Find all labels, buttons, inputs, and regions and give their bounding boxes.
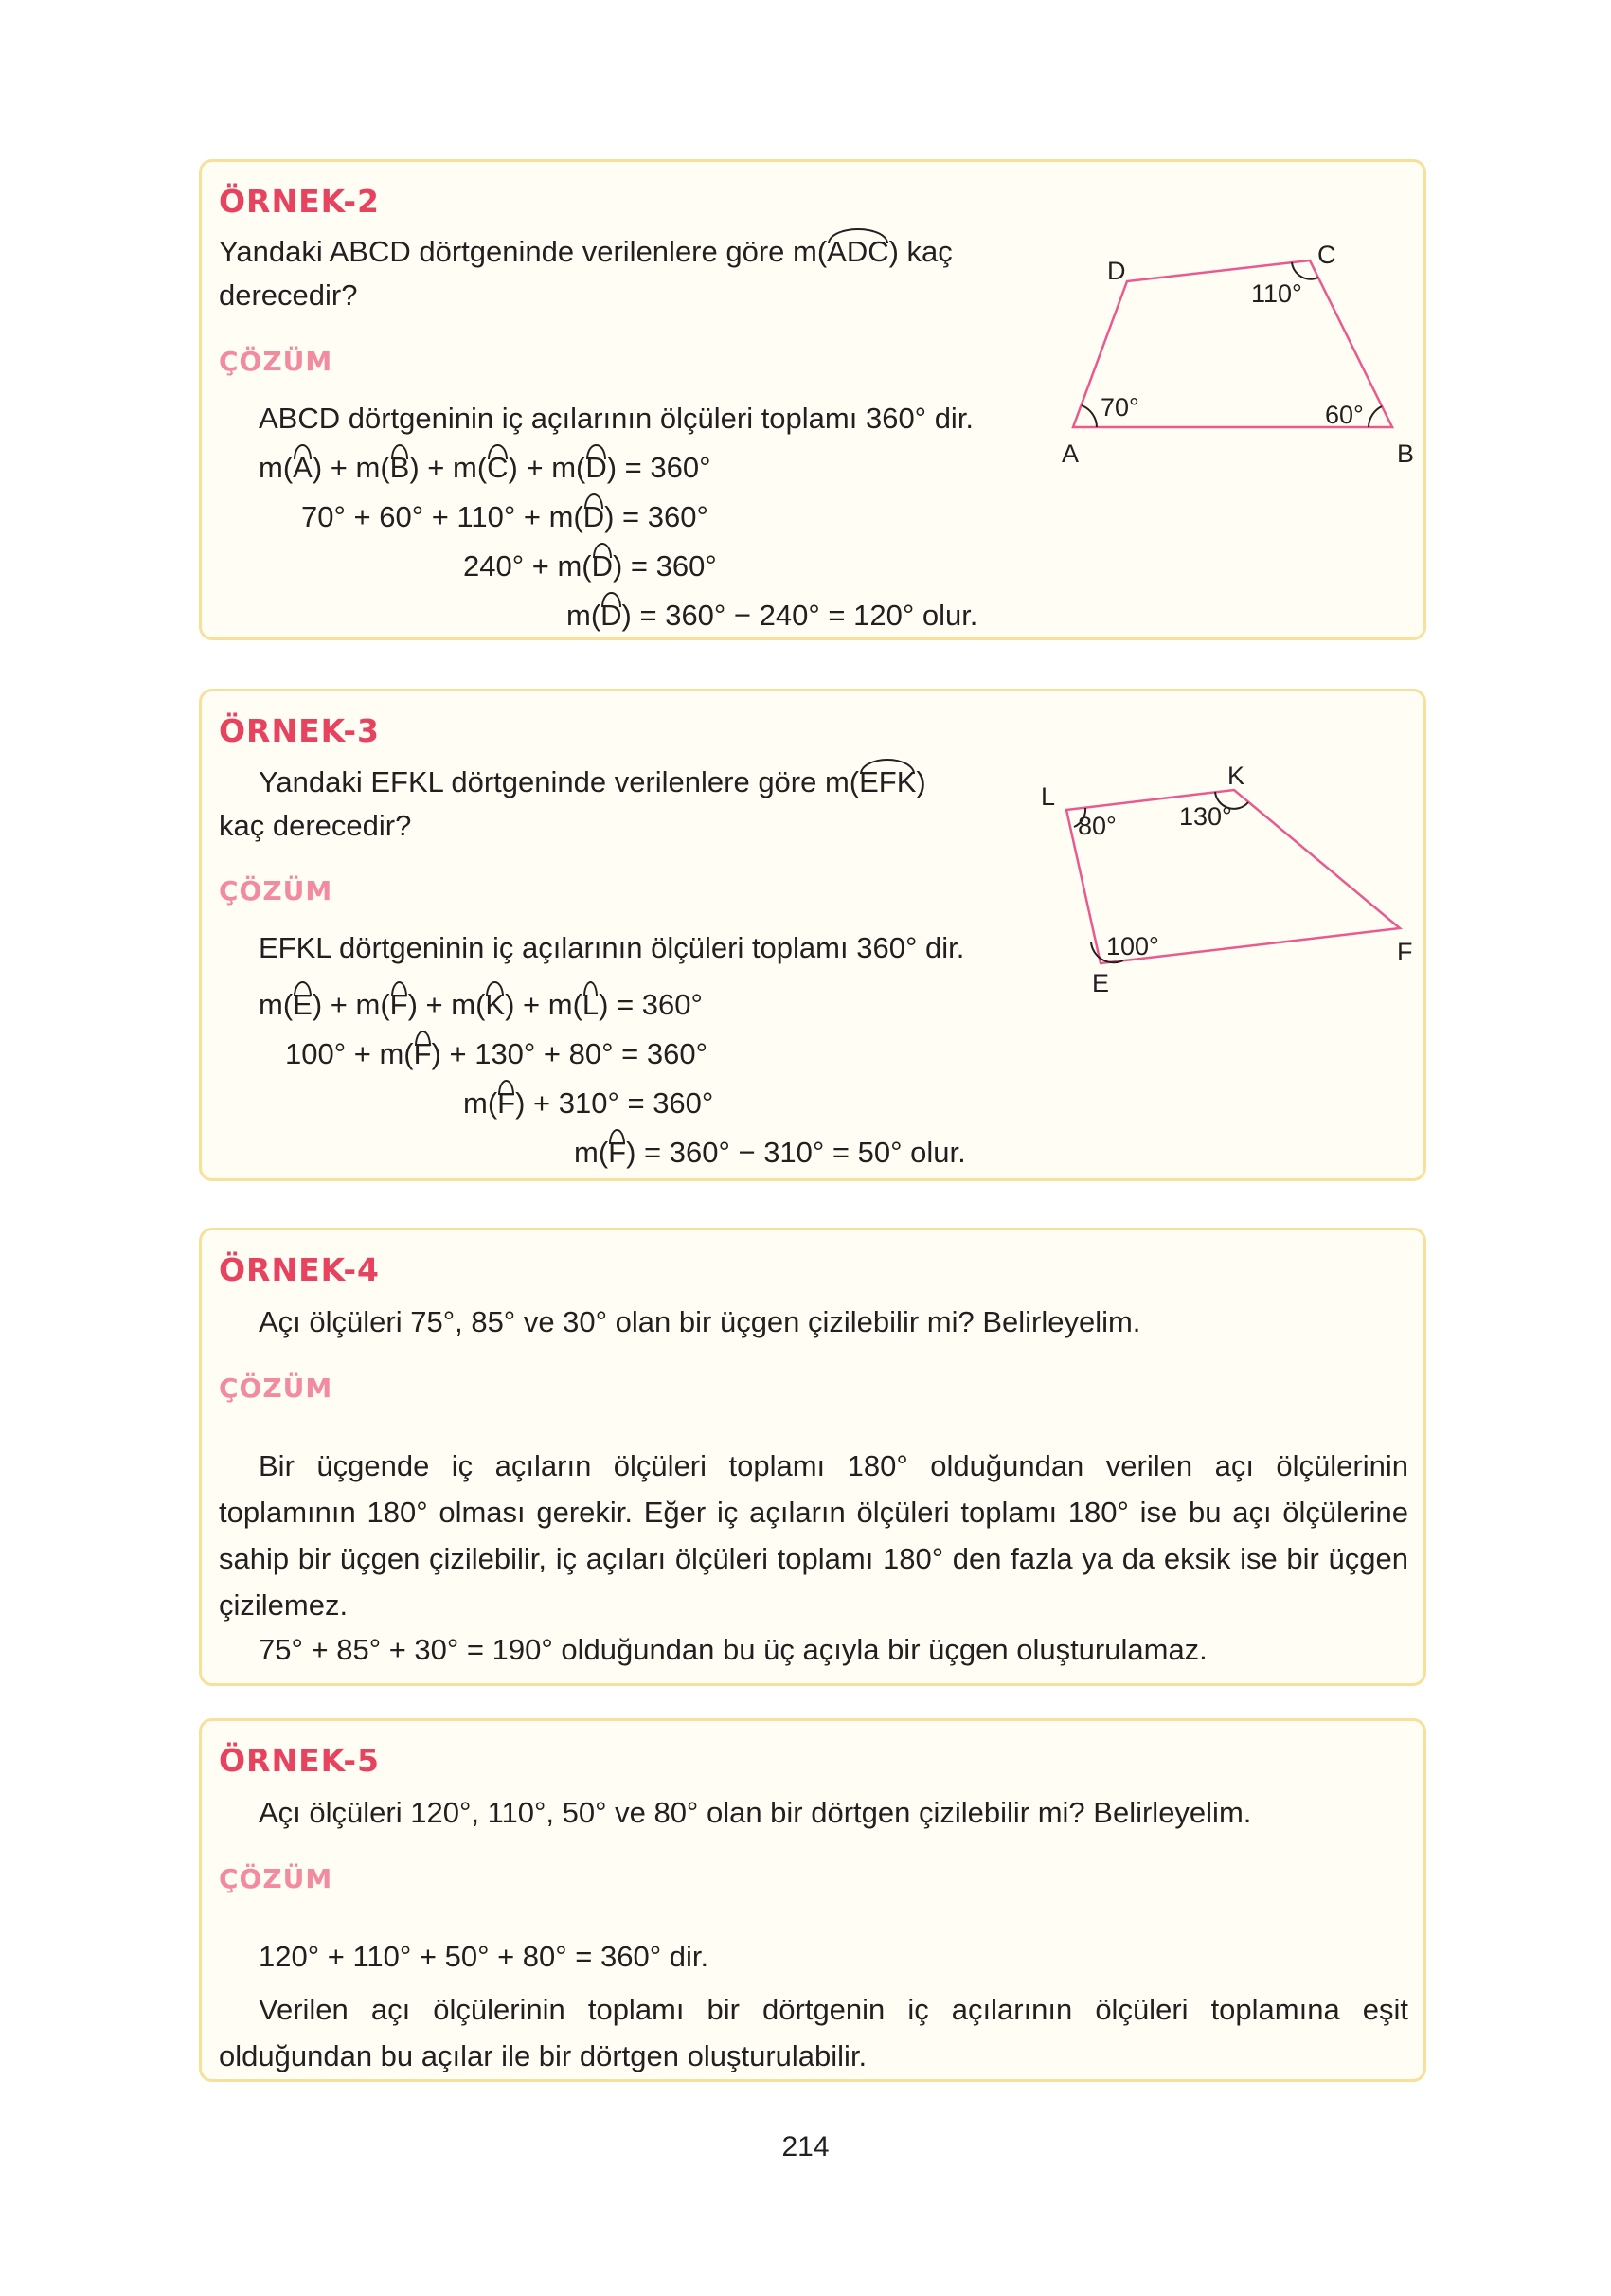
example-4-box (199, 1228, 1426, 1686)
example-4-solution-label: ÇÖZÜM (219, 1372, 333, 1404)
angle-l-value: 80° (1078, 812, 1117, 840)
example-3-equation-2: 100° + m(F) + 130° + 80° = 360° (285, 1032, 707, 1076)
example-2-equation-2: 70° + 60° + 110° + m(D) = 360° (301, 495, 708, 539)
example-2-equation-1: m(A) + m(B) + m(C) + m(D) = 360° (259, 446, 711, 490)
vertex-c-label: C (1317, 241, 1336, 269)
vertex-a-label: A (1062, 439, 1080, 468)
example-2-box (199, 159, 1426, 640)
example-3-box (199, 689, 1426, 1181)
example-3-solution-text: EFKL dörtgeninin iç açılarının ölçüleri toplamı 360° dir. (259, 931, 965, 964)
example-2-equation-3: 240° + m(D) = 360° (463, 545, 717, 588)
arc-mark: ADC (827, 230, 888, 274)
example-2-title: ÖRNEK-2 (219, 183, 380, 220)
example-3-title: ÖRNEK-3 (219, 712, 380, 749)
vertex-k-label: K (1227, 762, 1245, 790)
example-3-solution-label: ÇÖZÜM (219, 875, 333, 906)
angle-e-value: 100° (1106, 932, 1159, 960)
example-3-equation-4: m(F) = 360° − 310° = 50° olur. (574, 1131, 966, 1175)
vertex-b-label: B (1397, 439, 1415, 468)
arc-mark: EFK (859, 761, 916, 804)
example-2-solution-label: ÇÖZÜM (219, 346, 333, 377)
angle-k-value: 130° (1179, 802, 1232, 831)
example-3-question-line2: kaç derecedir? (219, 809, 412, 842)
example-5-solution-label: ÇÖZÜM (219, 1863, 333, 1894)
example-2-question-line2: derecedir? (219, 278, 358, 312)
example-2-question: Yandaki ABCD dörtgeninde verilenlere göre m(ADC) kaç (219, 230, 953, 274)
example-4-question: Açı ölçüleri 75°, 85° ve 30° olan bir üçgen çizilebilir mi? Belirleyelim. (259, 1305, 1141, 1338)
page-number: 214 (781, 2131, 830, 2162)
example-3-equation-3: m(F) + 310° = 360° (463, 1082, 713, 1125)
example-4-paragraph: Bir üçgende iç açıların ölçüleri toplamı 180° olduğundan verilen açı ölçülerinin toplamının 180° olması gerekir. Eğer iç açıların ölçüleri toplamı 180° ise bu açı ölçülerine sahip bir üçgen çizilebilir, iç açıları ölçüleri toplamı 180° den fazla ya da eksik ise bir üçgen çizilemez. (219, 1449, 1408, 1622)
example-5-solution-text: 120° + 110° + 50° + 80° = 360° dir. (259, 1940, 709, 1973)
example-2-solution-text: ABCD dörtgeninin iç açılarının ölçüleri toplamı 360° dir. (259, 402, 975, 435)
example-5-title: ÖRNEK-5 (219, 1742, 380, 1779)
vertex-d-label: D (1107, 257, 1126, 285)
example-4-title: ÖRNEK-4 (219, 1251, 380, 1288)
quadrilateral-abcd-figure (202, 162, 1429, 643)
example-5-box (199, 1718, 1426, 2082)
example-5-paragraph: Verilen açı ölçülerinin toplamı bir dörtgenin iç açılarının ölçüleri toplamına eşit olduğundan bu açılar ile bir dörtgen oluşturulabilir. (219, 1993, 1408, 2072)
vertex-l-label: L (1041, 782, 1056, 811)
example-2-equation-4: m(D) = 360° − 240° = 120° olur. (566, 594, 977, 637)
example-3-question: Yandaki EFKL dörtgeninde verilenlere göre m(EFK) (259, 761, 926, 804)
angle-c-value: 110° (1251, 279, 1302, 308)
example-5-question: Açı ölçüleri 120°, 110°, 50° ve 80° olan bir dörtgen çizilebilir mi? Belirleyelim. (259, 1796, 1252, 1829)
example-4-conclusion: 75° + 85° + 30° = 190° olduğundan bu üç açıyla bir üçgen oluşturulamaz. (259, 1633, 1208, 1666)
angle-b-value: 60° (1325, 401, 1364, 429)
example-3-equation-1: m(E) + m(F) + m(K) + m(L) = 360° (259, 983, 703, 1027)
vertex-f-label: F (1397, 938, 1413, 966)
angle-a-arc (1082, 405, 1097, 427)
quadrilateral-efkl-figure (202, 691, 1429, 1184)
vertex-e-label: E (1092, 969, 1110, 997)
angle-a-value: 70° (1101, 393, 1139, 422)
angle-b-arc (1369, 406, 1382, 427)
